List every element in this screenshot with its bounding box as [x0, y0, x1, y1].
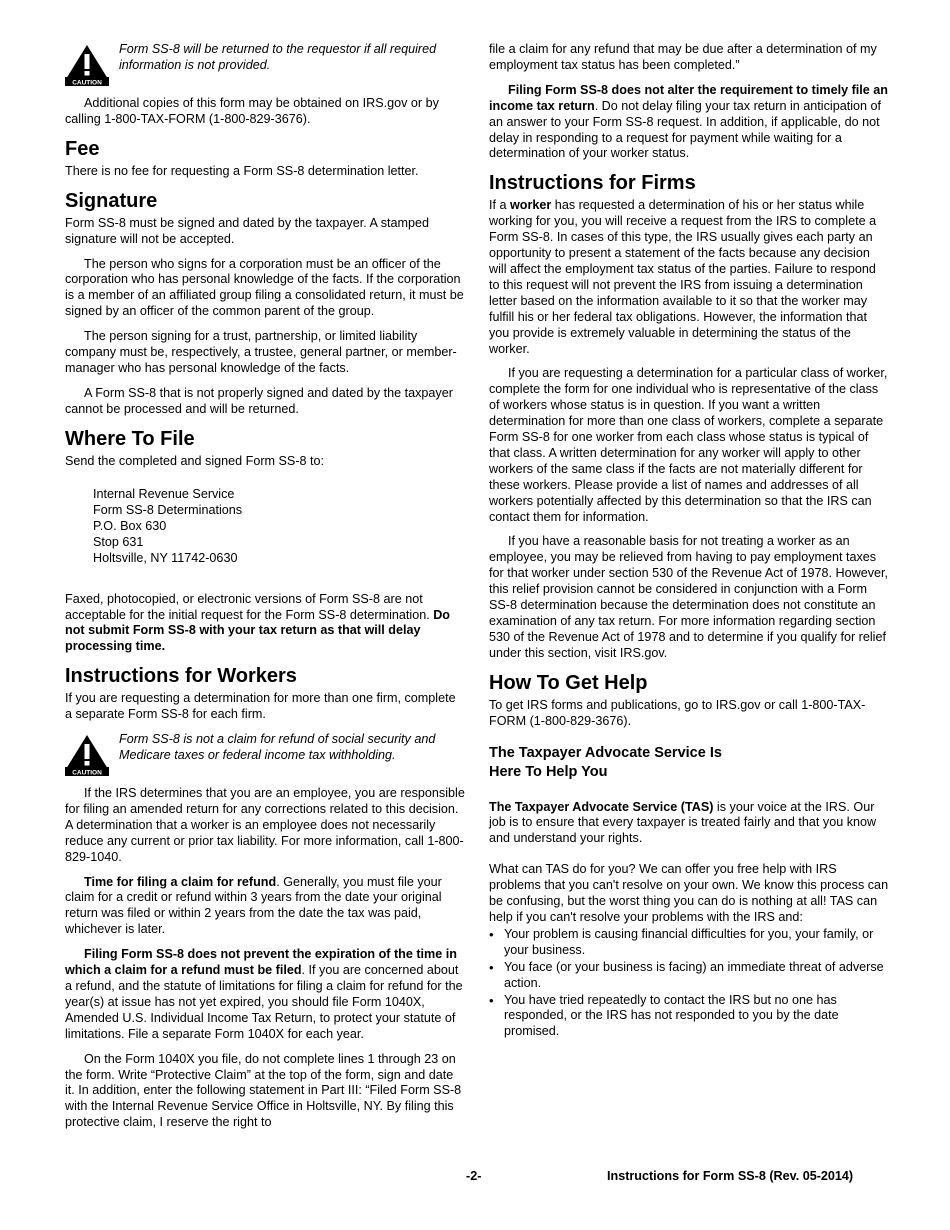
where-to-file-heading: Where To File	[65, 427, 195, 450]
mailing-address	[93, 486, 465, 566]
timely-file-paragraph: Filing Form SS-8 does not alter the requirement to timely file an income tax return. Do not delay filing your tax return in anticipation of an answer to your Form SS-8 request. In addition, if applicable, do not delay in responding to a request for payment while waiting for a determination of your worker status.	[489, 82, 888, 161]
caution-notice-returned	[65, 42, 465, 86]
form-reference: Instructions for Form SS-8 (Rev. 05-2014)	[607, 1169, 854, 1183]
address-line: Form SS-8 Determinations	[93, 502, 243, 517]
refund-time-paragraph: Time for filing a claim for refund. Generally, you must file your claim for a credit or refund within 3 years from the date your original return was filed or within 2 years from the date the tax was paid, whichever is later.	[65, 874, 442, 937]
page-number: -2-	[466, 1169, 482, 1183]
fee-heading: Fee	[65, 137, 100, 160]
caution-notice-not-refund-claim	[65, 732, 465, 776]
where-to-file-intro: Send the completed and signed Form SS-8 to:	[65, 453, 325, 468]
tas-heading: The Taxpayer Advocate Service Is Here To Help You	[489, 744, 722, 780]
fee-text: There is no fee for requesting a Form SS-8 determination letter.	[65, 163, 419, 178]
signature-paragraph: Form SS-8 must be signed and dated by the taxpayer. A stamped signature will not be accepted.	[65, 215, 430, 246]
list-item: • You have tried repeatedly to contact the IRS but no one has responded, or the IRS has not responded to you by the date promised.	[489, 992, 839, 1039]
address-line: Stop 631	[93, 534, 144, 549]
address-line: P.O. Box 630	[93, 518, 167, 533]
signature-heading: Signature	[65, 189, 158, 212]
address-line: Holtsville, NY 11742-0630	[93, 550, 238, 565]
caution-text: Form SS-8 will be returned to the requestor if all required information is not provided.	[119, 42, 437, 72]
caution-text: Form SS-8 is not a claim for refund of social security and Medicare taxes or federal income tax withholding.	[119, 732, 436, 762]
form-1040x-paragraph: On the Form 1040X you file, do not complete lines 1 through 23 on the form. Write “Protective Claim” at the top of the form, sign and date it. In addition, enter the following statement in Part III: “Filed Form SS-8 with the Internal Revenue Service Office in Holtsville, NY. By filing this protective claim, I reserve the right to	[65, 1051, 462, 1130]
help-heading: How To Get Help	[489, 671, 648, 694]
caution-label: CAUTION	[72, 79, 102, 86]
firms-paragraph: If you have a reasonable basis for not treating a worker as an employee, you may be relieved from having to pay employment taxes for that worker under section 530 of the Revenue Act of 1978. However, this relief provision cannot be considered in conjunction with a Form SS-8 determination because the determination does not constitute an examination of any tax return. For more information regarding section 530 of the Revenue Act of 1978 and to determine if you qualify for relief under this section, visit IRS.gov.	[489, 534, 889, 660]
workers-paragraph: If the IRS determines that you are an employee, you are responsible for filing an amended return for any corrections related to this decision. A determination that a worker is an employee does not necessarily reduce any current or prior tax liability. For more information, call 1-800-829-1040.	[65, 786, 465, 864]
firms-heading: Instructions for Firms	[489, 172, 696, 195]
workers-paragraph: If you are requesting a determination for more than one firm, complete a separate Form SS-8 for each firm.	[65, 691, 456, 722]
help-paragraph: To get IRS forms and publications, go to IRS.gov or call 1-800-TAX-FORM (1-800-829-3676).	[489, 697, 866, 728]
protective-claim-continuation: file a claim for any refund that may be due after a determination of my employment tax status has been completed.”	[489, 42, 877, 72]
tas-paragraph: What can TAS do for you? We can offer you free help with IRS problems that you can't resolve on your own. We know this process can be confusing, but the worst thing you can do is nothing at all! TAS can help if you can't resolve your problems with the IRS and:	[489, 862, 889, 924]
tas-paragraph: The Taxpayer Advocate Service (TAS) is your voice at the IRS. Our job is to ensure that every taxpayer is treated fairly and that you know and understand your rights.	[489, 799, 877, 846]
caution-label: CAUTION	[72, 769, 102, 777]
right-column	[489, 42, 889, 1041]
left-column	[65, 42, 465, 1140]
workers-heading: Instructions for Workers	[65, 665, 297, 688]
list-item: • You face (or your business is facing) an immediate threat of adverse action.	[489, 959, 884, 990]
signature-paragraph: The person who signs for a corporation must be an officer of the corporation who has personal knowledge of the facts. If the corporation is a member of an affiliated group filing a consolidated return, it must be signed by an officer of the common parent of the group.	[65, 256, 464, 319]
caution-icon	[65, 44, 109, 86]
signature-paragraph: The person signing for a trust, partnership, or limited liability company must be, respectively, a trustee, general partner, or member-manager who has personal knowledge of the facts.	[65, 329, 457, 375]
firms-paragraph: If you are requesting a determination for a particular class of worker, complete the form for one individual who is representative of the class of workers whose status is in question. If you want a written determination for more than one class of workers, complete a separate Form SS-8 for one worker from each class whose status is typical of that class. A written determination for any worker will apply to other workers of the same class if the facts are not materially different for these workers. Please provide a list of names and addresses of all workers potentially affected by this determination so that the IRS can contact them for information.	[489, 366, 888, 524]
address-line: Internal Revenue Service	[93, 486, 235, 501]
signature-paragraph: A Form SS-8 that is not properly signed and dated by the taxpayer cannot be processed and will be returned.	[65, 385, 453, 416]
caution-icon	[65, 734, 109, 776]
faxed-paragraph: Faxed, photocopied, or electronic versions of Form SS-8 are not acceptable for the initial request for the Form SS-8 determination. Do not submit Form SS-8 with your tax return as that will delay processing time.	[65, 591, 450, 654]
list-item: • Your problem is causing financial difficulties for you, your family, or your business.	[489, 926, 874, 957]
firms-paragraph: If a worker has requested a determination of his or her status while working for you, you will receive a request from the IRS to complete a Form SS-8. In cases of this type, the IRS usually gives each party an opportunity to present a statement of the facts because any decision will affect the employment tax status of the parties. Failure to respond to this request will not prevent the IRS from issuing a determination letter based on the information available to it so that the worker may fulfill his or her federal tax obligations. However, the information that you provide is extremely valuable in determining the status of the worker.	[489, 198, 877, 356]
expiration-paragraph: Filing Form SS-8 does not prevent the expiration of the time in which a claim for a refund must be filed. If you are concerned about a refund, and the statute of limitations for filing a claim for refund for the year(s) at issue has not yet expired, you should file Form 1040X, Amended U.S. Individual Income Tax Return, to protect your statute of limitations. File a separate Form 1040X for each year.	[65, 947, 463, 1041]
copies-paragraph: Additional copies of this form may be obtained on IRS.gov or by calling 1-800-TAX-FORM (1-800-829-3676).	[65, 96, 439, 126]
